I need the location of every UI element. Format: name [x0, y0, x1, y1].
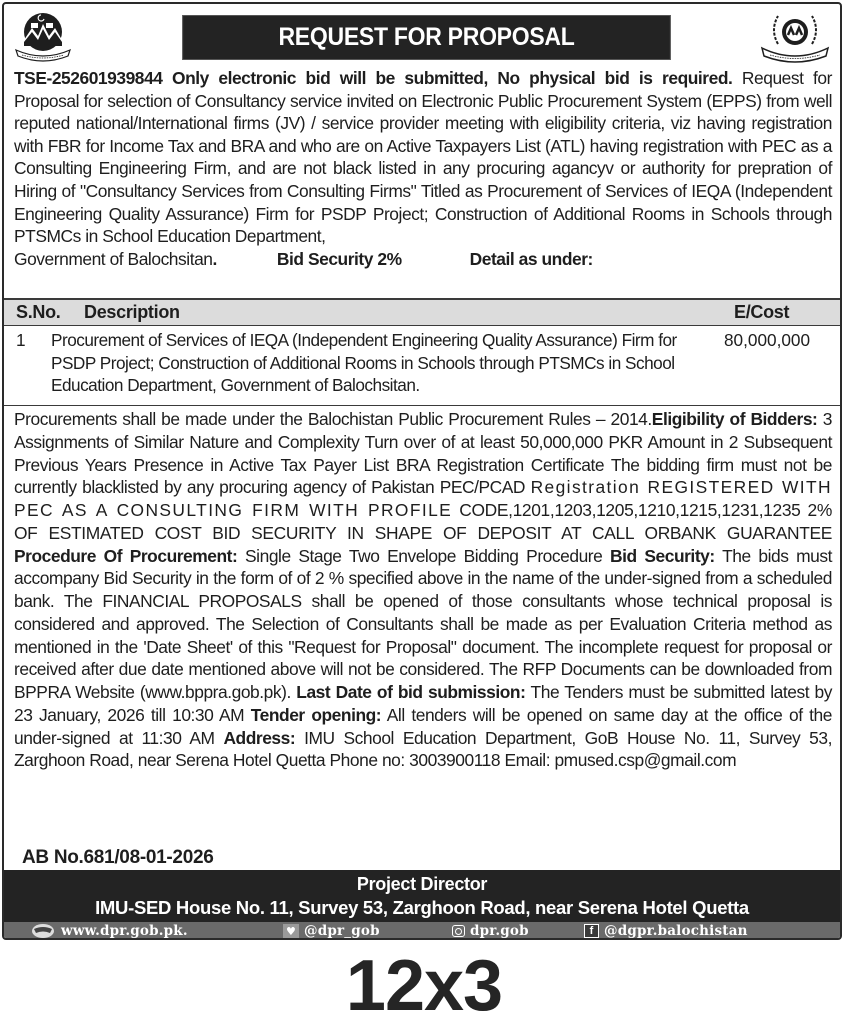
address-text: IMU School Education Department, GoB House No. 11, Survey 53, Zarghoon Road, near Serena Hotel Quetta Phone no: 3003900118 Email: pmused.csp@gmail.com — [14, 727, 832, 771]
cost-table — [4, 298, 840, 406]
tender-id-statement: TSE-252601939844 Only electronic bid will be submitted, No physical bid is required. — [14, 68, 733, 88]
website-link[interactable] — [30, 923, 188, 939]
header — [4, 4, 840, 66]
table-row — [4, 326, 840, 406]
bid-security-text: The bids must accompany Bid Security in the form of of 2 % specified above in the name of the under-signed from a scheduled bank. The FINANCIAL PROPOSALS shall be opened of those consultants whose technical proposal is considered and approved. The Selection of Consultants shall be made as per Evaluation Criteria method as mentioned in the 'Date Sheet' of this "Request for Proposal" document. The incomplete request for proposal or received after due date mentioned above will not be considered. The RFP Documents can be downloaded from BPPRA Website (www.bppra.gob.pk). — [14, 545, 832, 702]
header-sno: S.No. — [16, 302, 61, 322]
intro-last-line: Government of Balochsitan — [14, 248, 213, 269]
header-description: Description — [84, 302, 180, 322]
row-cost: 80,000,000 — [724, 330, 811, 350]
procedure-label: Procedure Of Procurement: — [14, 545, 238, 566]
registration-text: Registration REGISTERED WITH PEC AS A CONSULTING FIRM WITH PROFILE — [14, 477, 832, 520]
twitter-icon: ♥ — [283, 924, 299, 938]
last-date-text: The Tenders must be submitted latest by 23 January, 2026 till 10:30 AM — [14, 682, 832, 725]
signatory-address: IMU-SED House No. 11, Survey 53, Zarghoon Road, near Serena Hotel Quetta — [95, 897, 749, 918]
detail-label: Detail as under: — [469, 248, 593, 269]
profile-code-text: CODE,1201,1203,1205,1210,1215,1231,1235 2% OF ESTIMATED COST BID SECURITY IN SHAPE OF DEPOSIT AT CALL ORBANK GUARANTEE — [14, 500, 832, 543]
header-cost: E/Cost — [734, 302, 790, 322]
dgpr-emblem-icon — [756, 8, 834, 64]
facebook-link[interactable] — [584, 923, 748, 939]
address-label: Address: — [223, 727, 296, 748]
signatory-title: Project Director — [356, 874, 488, 894]
opening-text: All tenders will be opened on same day at the office of the under-signed at 11:30 AM — [14, 704, 832, 748]
social-bar — [4, 922, 840, 940]
terms-paragraph — [14, 408, 832, 772]
last-date-label: Last Date of bid submission: — [296, 682, 526, 702]
bid-security-label: Bid Security: — [610, 545, 715, 566]
bid-security-summary: Bid Security 2% — [276, 248, 402, 269]
page-title: REQUEST FOR PROPOSAL — [182, 15, 671, 60]
instagram-link[interactable] — [452, 923, 529, 939]
row-sno: 1 — [16, 330, 26, 350]
facebook-handle: @dgpr.balochistan — [604, 923, 748, 939]
instagram-icon — [452, 925, 465, 937]
twitter-handle: @dpr_gob — [304, 923, 380, 939]
opening-label: Tender opening: — [250, 704, 382, 725]
bid-summary-line — [14, 248, 832, 271]
facebook-icon: f — [584, 924, 599, 938]
eligibility-label: Eligibility of Bidders: — [651, 409, 818, 429]
balochistan-emblem-icon — [12, 10, 74, 64]
eligibility-text: 3 Assignments of Similar Nature and Complexity Turn over of at least 50,000,000 PKR Amount in 2 Subsequent Previous Years Presence in Active Tax Payer List BRA Registration Certificate The bidding firm must not be currently blacklisted by any procuring agency of Pakistan PEC/PCAD — [14, 409, 833, 498]
procedure-text: Single Stage Two Envelope Bidding Procedure — [237, 545, 611, 566]
rules-text: Procurements shall be made under the Balochistan Public Procurement Rules – 2014. — [14, 409, 652, 429]
advertisement-frame — [2, 2, 842, 940]
ab-number: AB No.681/08-01-2026 — [22, 847, 214, 868]
intro-text: Request for Proposal for selection of Consultancy service invited on Electronic Public Procurement System (EPPS) from well reputed national/International firms (JV) / service provider meeting with eligibility criteria, viz having registration with FBR for Income Tax and BRA and who are on Active Taxpayers List (ATL) having registration with PEC as a Consulting Engineering Firm, and are not black listed in any procuring agancyv or authority for prepration of Hiring of "Consultancy Services from Consulting Firms" Titled as Procurement of Services of IEQA (Independent Engineering Quality Assurance) Firm for PSDP Project; Construction of Additional Rooms in Schools through PTSMCs in School Education Department, — [14, 68, 832, 247]
signatory-block — [4, 870, 840, 922]
table-header — [4, 298, 840, 326]
instagram-handle: dpr.gob — [470, 923, 529, 939]
row-description: Procurement of Services of IEQA (Independent Engineering Quality Assurance) Firm for PSDP Project; Construction of Additional Rooms in Schools through PTSMCs in School Education Department, Government of Balochsitan. — [51, 330, 677, 395]
ad-size-label: 12x3 — [345, 946, 503, 1026]
globe-icon — [30, 923, 56, 939]
intro-paragraph — [14, 67, 832, 270]
website-text: www.dpr.gob.pk. — [61, 923, 188, 939]
period: . — [212, 248, 217, 269]
twitter-link[interactable] — [283, 923, 380, 939]
